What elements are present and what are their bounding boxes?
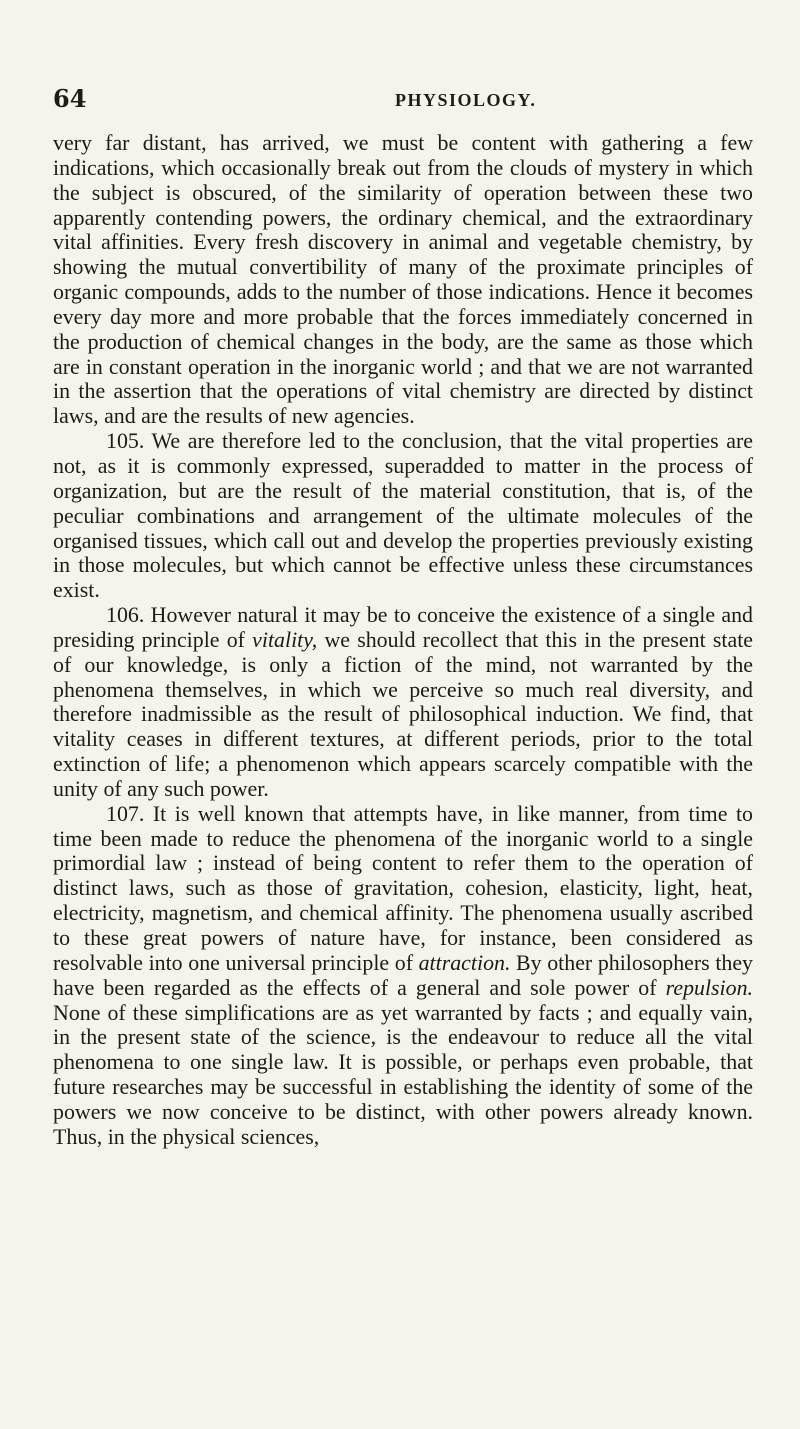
text-run: we should recollect that this in the present state of our knowledge, is only a fiction of the mind, not warranted by the phenomena themselves, in which we perceive so much real diversity, and therefore inadmissible as the result of philosophical induction. We find, that vitality ceases in different textures, at different periods, prior to the total extinction of life; a phenomenon which appears scarcely compatible with the unity of any such power. (53, 626, 753, 801)
page-number: 64 (53, 84, 87, 113)
body-text (53, 131, 753, 1150)
text-run: None of these simplifications are as yet warranted by facts ; and equally vain, in the present state of the science, is the endeavour to reduce all the vital phenomena to one single law. It is possible, or perhaps even probable, that future researches may be successful in establishing the identity of some of the powers we now conceive to be distinct, with other powers already known. Thus, in the physical sciences, (53, 999, 753, 1149)
running-title: PHYSIOLOGY. (395, 90, 537, 110)
text-run: very far distant, has arrived, we must be content with gathering a few indications, which occasionally break out from the clouds of mystery in which the subject is obscured, of the similarity of operation between these two apparently contending powers, the ordinary chemical, and the extraordinary vital affinities. Every fresh discovery in animal and vegetable chemistry, by showing the mutual convertibility of many of the proximate principles of organic compounds, adds to the number of those indications. Hence it becomes every day more and more probable that the forces immediately concerned in the production of chemical changes in the body, are the same as those which are in constant operation in the inorganic world ; and that we are not warranted in the assertion that the operations of vital chemistry are directed by distinct laws, and are the results of new agencies. (53, 130, 753, 429)
italic-term: repulsion. (665, 974, 753, 1000)
text-run: 105. We are therefore led to the conclusion, that the vital properties are not, as it is commonly expressed, superadded to matter in the process of organization, but are the result of the material constitution, that is, of the peculiar combinations and arrangement of the ultimate molecules of the organised tissues, which call out and develop the properties previously existing in those molecules, but which cannot be effective unless these circumstances exist. (53, 428, 753, 603)
italic-term: attraction. (418, 949, 511, 975)
text-run: 106. However natural it may be to conceive the existence of a single and presiding principle of (53, 602, 753, 652)
italic-term: vitality, (252, 626, 318, 652)
paragraph-105 (53, 429, 753, 603)
paragraph-106 (53, 603, 753, 802)
page-header (53, 84, 753, 118)
paragraph-107 (53, 802, 753, 1150)
text-run: 107. It is well known that attempts have, in like manner, from time to time been made to reduce the phenomena of the inorganic world to a single primordial law ; instead of being content to refer them to the operation of distinct laws, such as those of gravitation, cohesion, elasticity, light, heat, electricity, magnetism, and chemical affinity. The phenomena usually ascribed to these great powers of nature have, for instance, been considered as resolvable into one universal principle of (53, 800, 753, 975)
text-run: By other philosophers they have been regarded as the effects of a general and sole power of (53, 949, 754, 1000)
paragraph-continuation (53, 131, 753, 429)
